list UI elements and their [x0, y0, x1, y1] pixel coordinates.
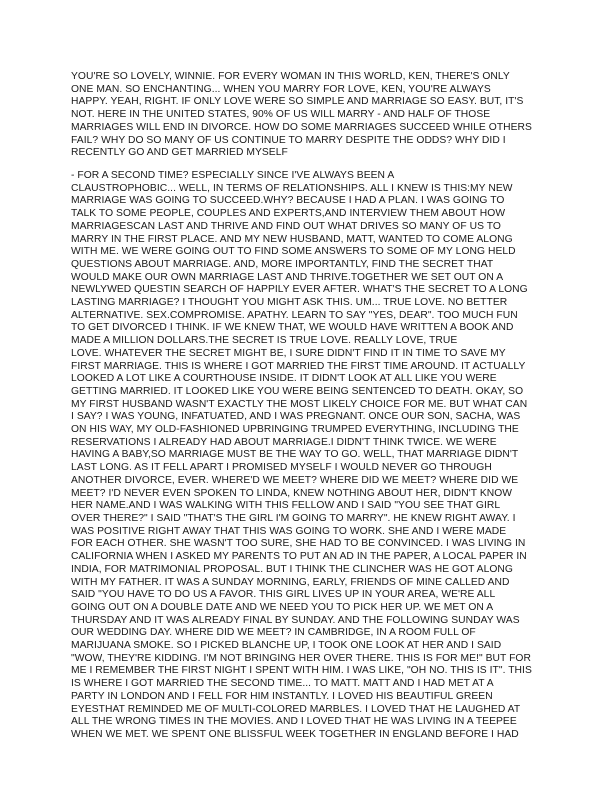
paragraph-main: - FOR A SECOND TIME? ESPECIALLY SINCE I'VE ALWAYS BEEN A CLAUSTROPHOBIC... WELL, IN TERMS OF RELATIONSHIPS. ALL I KNEW IS THIS:MY NEW MARRIAGE WAS GOING TO SUCCEED.WHY? BECAUSE I HAD A PLAN. I WAS GOING TO TALK TO SOME PEOPLE, COUPLES AND EXPERTS,AND INTERVIEW THEM ABOUT HOW MARRIAGESCAN LAST AND THRIVE AND FIND OUT WHAT DRIVES SO MANY OF US TO MARRY IN THE FIRST PLACE. AND MY NEW HUSBAND, MATT, WANTED TO COME ALONG WITH ME. WE WERE GOING OUT TO FIND SOME ANSWERS TO SOME OF MY LONG HELD QUESTIONS ABOUT MARRIAGE. AND, MORE IMPORTANTLY, FIND THE SECRET THAT WOULD MAKE OUR OWN MARRIAGE LAST AND THRIVE.TOGETHER WE SET OUT ON A NEWLYWED QUESTIN SEARCH OF HAPPILY EVER AFTER. WHAT'S THE SECRET TO A LONG LASTING MARRIAGE? I THOUGHT YOU MIGHT ASK THIS. UM... TRUE LOVE. NO BETTER ALTERNATIVE. SEX.COMPROMISE. APATHY. LEARN TO SAY "YES, DEAR". TOO MUCH FUN TO GET DIVORCED I THINK. IF WE KNEW THAT, WE WOULD HAVE WRITTEN A BOOK AND MADE A MILLION DOLLARS.THE SECRET IS TRUE LOVE. REALLY LOVE, TRUE LOVE. WHATEVER THE SECRET MIGHT BE, I SURE DIDN'T FIND IT IN TIME TO SAVE MY FIRST MARRIAGE. THIS IS WHERE I GOT MARRIED THE FIRST TIME AROUND. IT ACTUALLY LOOKED A LOT LIKE A COURTHOUSE INSIDE. IT DIDN'T LOOK AT ALL LIKE YOU WERE GETTING MARRIED. IT LOOKED LIKE YOU WERE BEING SENTENCED TO DEATH. OKAY, SO MY FIRST HUSBAND WASN'T EXACTLY THE MOST LIKELY CHOICE FOR ME. BUT WHAT CAN I SAY? I WAS YOUNG, INFATUATED, AND I WAS PREGNANT. ONCE OUR SON, SACHA, WAS ON HIS WAY, MY OLD-FASHIONED UPBRINGING TRUMPED EVERYTHING, INCLUDING THE RESERVATIONS I ALREADY HAD ABOUT MARRIAGE.I DIDN'T THINK TWICE. WE WERE HAVING A BABY,SO MARRIAGE MUST BE THE WAY TO GO. WELL, THAT MARRIAGE DIDN'T LAST LONG. AS IT FELL APART I PROMISED MYSELF I WOULD NEVER GO THROUGH ANOTHER DIVORCE, EVER. WHERE'D WE MEET? WHERE DID WE MEET? WHERE DID WE MEET? I'D NEVER EVEN SPOKEN TO LINDA, KNEW NOTHING ABOUT HER, DIDN'T KNOW HER NAME.AND I WAS WALKING WITH THIS FELLOW AND I SAID "YOU SEE THAT GIRL OVER THERE?" I SAID "THAT'S THE GIRL I'M GOING TO MARRY". HE KNEW RIGHT AWAY. I WAS POSITIVE RIGHT AWAY THAT THIS WAS GOING TO WORK. SHE AND I WERE MADE FOR EACH OTHER. SHE WASN'T TOO SURE, SHE HAD TO BE CONVINCED. I WAS LIVING IN CALIFORNIA WHEN I ASKED MY PARENTS TO PUT AN AD IN THE PAPER, A LOCAL PAPER IN INDIA, FOR MATRIMONIAL PROPOSAL. BUT I THINK THE CLINCHER WAS HE GOT ALONG WITH MY FATHER. IT WAS A SUNDAY MORNING, EARLY, FRIENDS OF MINE CALLED AND SAID "YOU HAVE TO DO US A FAVOR. THIS GIRL LIVES UP IN YOUR AREA, WE'RE ALL GOING OUT ON A DOUBLE DATE AND WE NEED YOU TO PICK HER UP. WE MET ON A THURSDAY AND IT WAS ALREADY FINAL BY SUNDAY. AND THE FOLLOWING SUNDAY WAS OUR WEDDING DAY. WHERE DID WE MEET? IN CAMBRIDGE, IN A ROOM FULL OF MARIJUANA SMOKE. SO I PICKED BLANCHE UP, I TOOK ONE LOOK AT HER AND I SAID "WOW, THEY'RE KIDDING. I'M NOT BRINGING HER OVER THERE. THIS IS FOR ME!" BUT FOR ME I REMEMBER THE FIRST NIGHT I SPENT WITH HIM. I WAS LIKE, "OH NO. THIS IS IT". THIS IS WHERE I GOT MARRIED THE SECOND TIME... TO MATT. MATT AND I HAD MET AT A PARTY IN LONDON AND I FELL FOR HIM INSTANTLY. I LOVED HIS BEAUTIFUL GREEN EYESTHAT REMINDED ME OF MULTI-COLORED MARBLES. I LOVED THAT HE LAUGHED AT ALL THE WRONG TIMES IN THE MOVIES. AND I LOVED THAT HE WAS LIVING IN A TEEPEE WHEN WE MET. WE SPENT ONE BLISSFUL WEEK TOGETHER IN ENGLAND BEFORE I HAD — [71, 170, 532, 740]
paragraph-intro: YOU'RE SO LOVELY, WINNIE. FOR EVERY WOMAN IN THIS WORLD, KEN, THERE'S ONLY ONE MAN. SO ENCHANTING... WHEN YOU MARRY FOR LOVE, KEN, YOU'RE ALWAYS HAPPY. YEAH, RIGHT. IF ONLY LOVE WERE SO SIMPLE AND MARRIAGE SO EASY. BUT, IT'S NOT. HERE IN THE UNITED STATES, 90% OF US WILL MARRY - AND HALF OF THOSE MARRIAGES WILL END IN DIVORCE. HOW DO SOME MARRIAGES SUCCEED WHILE OTHERS FAIL? WHY DO SO MANY OF US CONTINUE TO MARRY DESPITE THE ODDS? WHY DID I RECENTLY GO AND GET MARRIED MYSELF — [71, 71, 532, 159]
